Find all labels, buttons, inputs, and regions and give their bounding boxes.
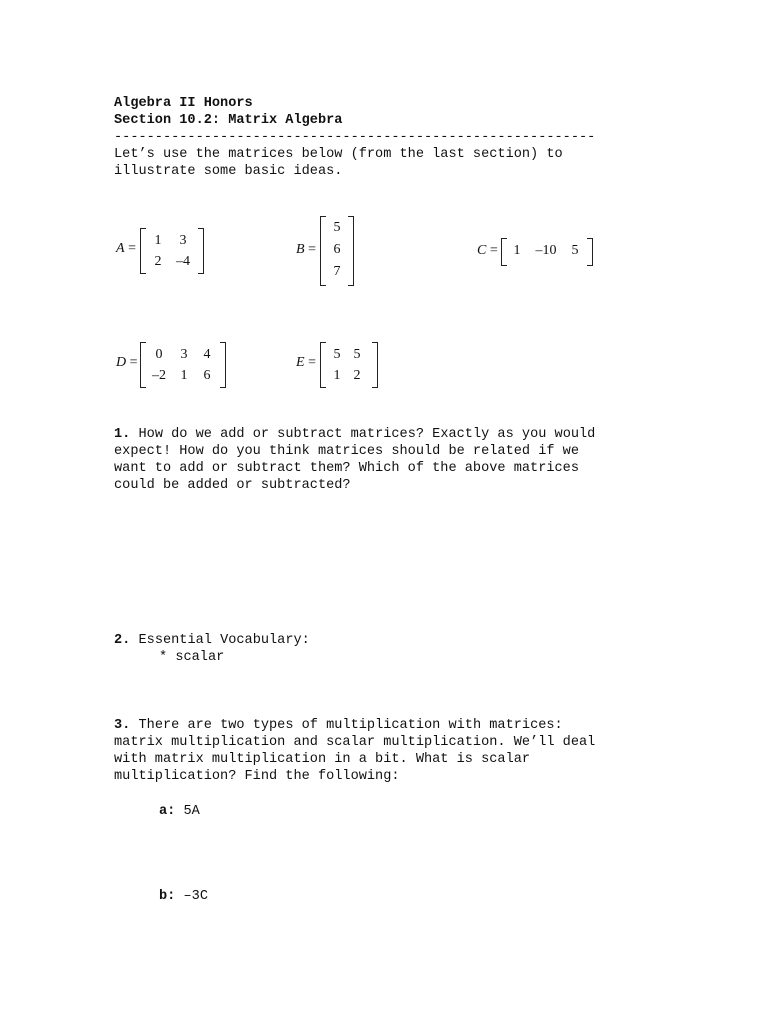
question-3-line xyxy=(114,717,563,734)
matrix-a-label: A xyxy=(116,241,125,256)
vocab-item: * scalar xyxy=(159,650,225,665)
part-b xyxy=(159,888,208,905)
matrix-cell: –10 xyxy=(535,243,557,258)
matrix-cell: 5 xyxy=(571,243,579,258)
part-a xyxy=(159,803,200,820)
matrix-cell: –4 xyxy=(176,254,190,269)
question-1-text: How do we add or subtract matrices? Exactly as you would xyxy=(138,427,596,442)
matrix-e-label: E xyxy=(296,355,305,370)
matrix-cell: –2 xyxy=(152,368,166,383)
matrix-b: B = 5 6 7 xyxy=(296,216,358,286)
matrix-cell: 3 xyxy=(180,347,188,362)
question-3-number: 3. xyxy=(114,718,131,733)
question-1-line: could be added or subtracted? xyxy=(114,478,351,493)
question-3-line: with matrix multiplication in a bit. What is scalar xyxy=(114,752,531,767)
matrix-cell: 6 xyxy=(203,368,211,383)
matrix-e: E = 5 5 1 2 xyxy=(296,342,380,388)
matrix-a: A = 1 3 2 –4 xyxy=(116,228,206,274)
divider-rule: ----------------------------------------------------------- xyxy=(114,130,596,145)
section-title: Section 10.2: Matrix Algebra xyxy=(114,113,343,128)
question-3-line: matrix multiplication and scalar multiplication. We’ll deal xyxy=(114,735,596,750)
question-2-number: 2. xyxy=(114,633,131,648)
matrix-cell: 1 xyxy=(154,233,162,248)
matrix-cell: 3 xyxy=(179,233,187,248)
question-1-number: 1. xyxy=(114,427,131,442)
matrix-cell: 7 xyxy=(333,264,341,279)
matrix-cell: 2 xyxy=(353,368,361,383)
matrix-b-label: B xyxy=(296,242,305,257)
question-1-line: expect! How do you think matrices should be related if we xyxy=(114,444,579,459)
part-b-text: –3C xyxy=(183,889,208,904)
matrix-cell: 1 xyxy=(333,368,341,383)
part-a-text: 5A xyxy=(183,804,200,819)
part-b-label: b: xyxy=(159,889,176,904)
question-1-line xyxy=(114,426,595,443)
course-title: Algebra II Honors xyxy=(114,96,253,111)
matrix-d-label: D xyxy=(116,355,127,370)
matrix-cell: 4 xyxy=(203,347,211,362)
question-1-line: want to add or subtract them? Which of the above matrices xyxy=(114,461,579,476)
matrix-cell: 0 xyxy=(155,347,163,362)
matrix-cell: 5 xyxy=(333,347,341,362)
question-3-line: multiplication? Find the following: xyxy=(114,769,400,784)
intro-line-2: illustrate some basic ideas. xyxy=(114,164,343,179)
matrix-c: C = 1 –10 5 xyxy=(477,238,597,266)
matrix-cell: 6 xyxy=(333,242,341,257)
question-3-text: There are two types of multiplication with matrices: xyxy=(138,718,563,733)
question-2-line xyxy=(114,632,310,649)
intro-line-1: Let’s use the matrices below (from the last section) to xyxy=(114,147,563,162)
question-2-text: Essential Vocabulary: xyxy=(138,633,310,648)
matrix-cell: 5 xyxy=(353,347,361,362)
matrix-cell: 1 xyxy=(180,368,188,383)
matrix-cell: 5 xyxy=(333,220,341,235)
matrix-d: D = 0 3 4 –2 1 6 xyxy=(116,342,228,388)
matrix-cell: 1 xyxy=(513,243,521,258)
matrix-c-label: C xyxy=(477,243,487,258)
part-a-label: a: xyxy=(159,804,176,819)
matrix-cell: 2 xyxy=(154,254,162,269)
